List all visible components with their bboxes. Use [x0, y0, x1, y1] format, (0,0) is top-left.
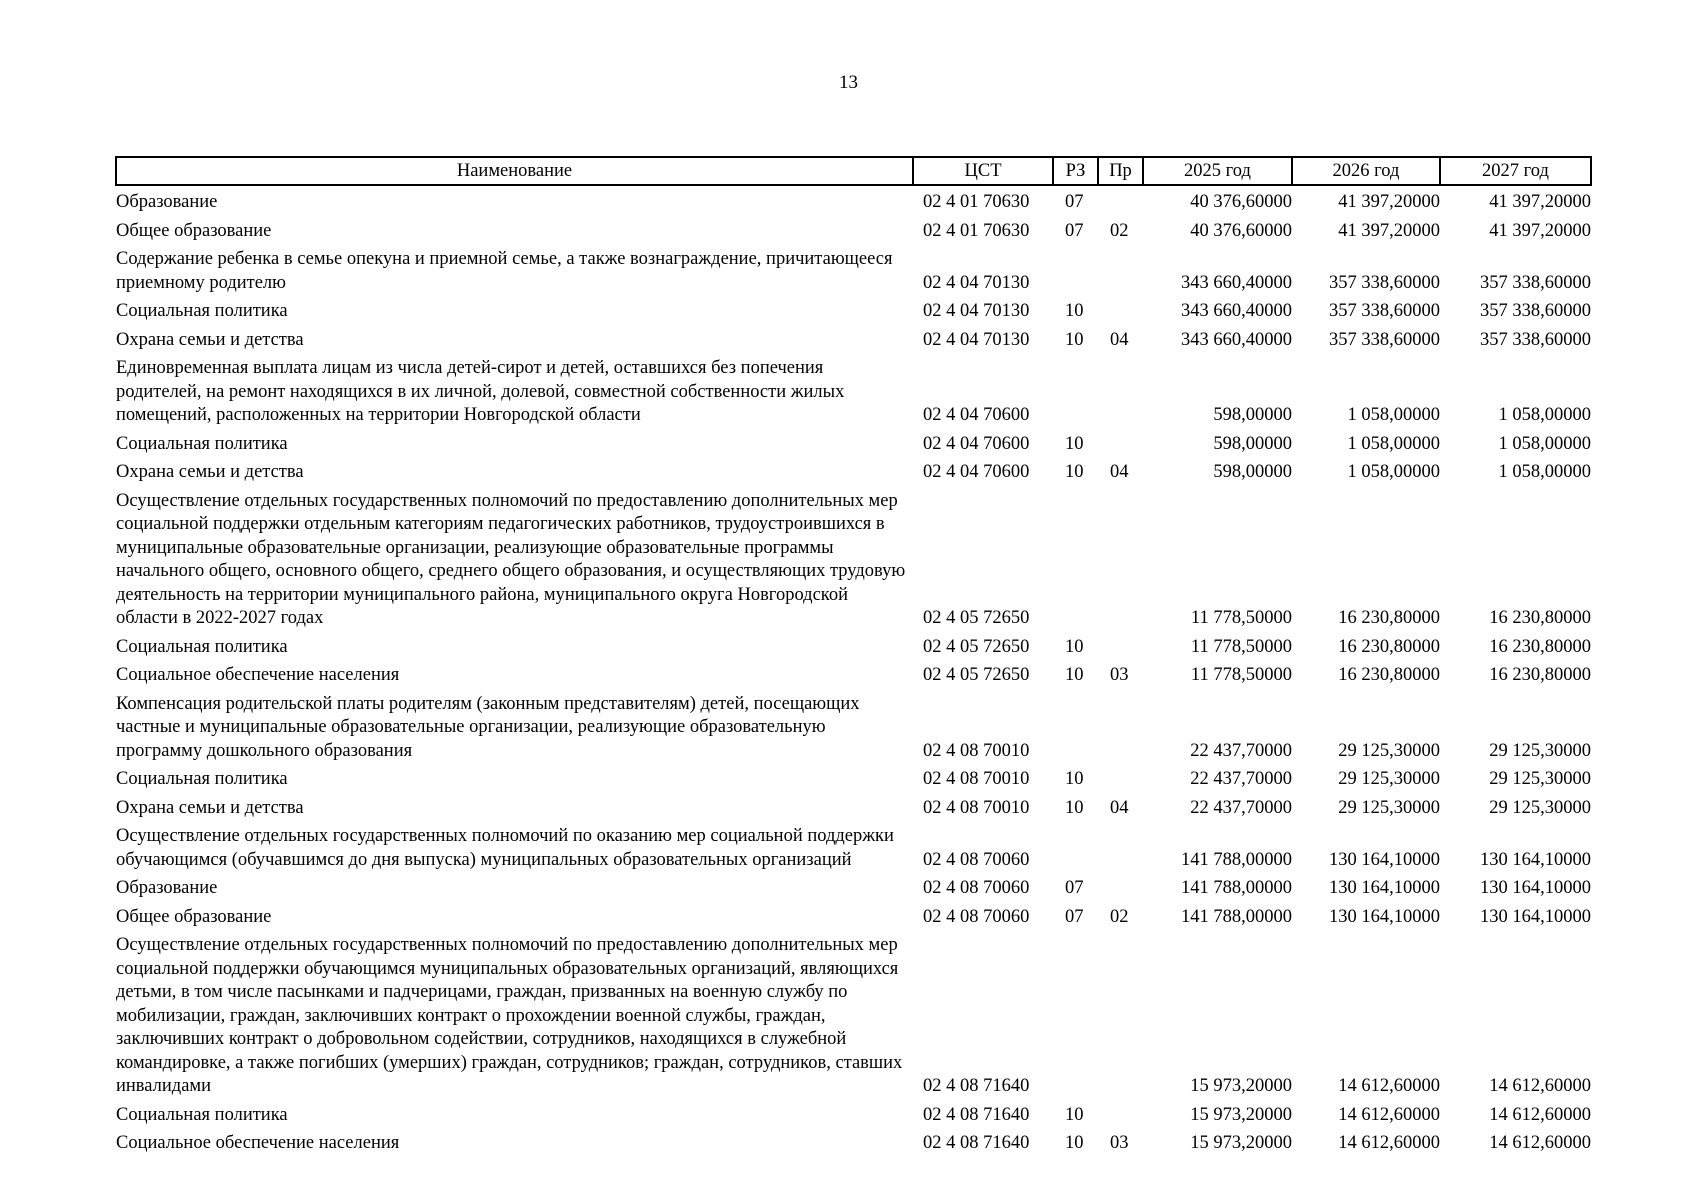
row-2025: 22 437,70000	[1190, 769, 1292, 789]
row-rz	[1053, 929, 1098, 1099]
row-2025: 40 376,60000	[1190, 220, 1292, 241]
row-name: Охрана семьи и детства	[116, 462, 304, 482]
row-2026: 29 125,30000	[1338, 797, 1440, 818]
row-2026: 1 058,00000	[1347, 433, 1440, 454]
row-rz: 10	[1065, 1133, 1084, 1153]
row-name: Охрана семьи и детства	[116, 329, 304, 350]
table-row	[116, 901, 1591, 930]
row-rz	[1053, 688, 1098, 764]
row-2025: 15 973,20000	[1190, 1104, 1292, 1125]
row-name: Охрана семьи и детства	[116, 797, 304, 818]
header-2027: 2027 год	[1440, 157, 1591, 185]
row-cst: 02 4 08 71640	[923, 1133, 1030, 1153]
row-pr	[1098, 631, 1143, 660]
row-pr	[1098, 820, 1143, 872]
row-cst: 02 4 04 70130	[923, 272, 1030, 293]
row-name: Социальная политика	[116, 1104, 288, 1125]
row-2026: 14 612,60000	[1338, 1133, 1440, 1153]
row-2025: 15 973,20000	[1190, 1133, 1292, 1153]
row-pr: 02	[1110, 906, 1129, 927]
row-name: Социальная политика	[116, 433, 288, 454]
row-2026: 29 125,30000	[1338, 769, 1440, 789]
row-pr: 04	[1110, 797, 1129, 818]
row-2025: 22 437,70000	[1190, 797, 1292, 818]
row-pr: 03	[1110, 1133, 1129, 1153]
row-pr	[1098, 929, 1143, 1099]
header-pr: Пр	[1098, 157, 1143, 185]
row-rz: 07	[1065, 906, 1084, 927]
table-row	[116, 820, 1591, 872]
row-2025: 11 778,50000	[1190, 636, 1292, 657]
row-name: Содержание ребенка в семье опекуна и приемной семье, а также вознаграждение, причитающееся приемному родителю	[116, 249, 893, 293]
row-2025: 15 973,20000	[1190, 1076, 1292, 1096]
row-name: Социальное обеспечение населения	[116, 665, 400, 685]
row-2027: 1 058,00000	[1498, 405, 1591, 425]
row-cst: 02 4 08 70060	[923, 849, 1030, 870]
row-rz: 07	[1065, 192, 1084, 212]
row-cst: 02 4 08 70010	[923, 797, 1030, 818]
row-pr	[1098, 295, 1143, 324]
row-name: Компенсация родительской платы родителям (законным представителям) детей, посещающих частные и муниципальные образовательные организации, реализующие образовательную программу дошкольного образования	[116, 693, 860, 761]
row-rz: 10	[1065, 301, 1084, 321]
row-2025: 11 778,50000	[1190, 608, 1292, 628]
row-rz: 07	[1065, 220, 1084, 241]
table-row	[116, 352, 1591, 428]
table-header	[116, 157, 1591, 185]
row-cst: 02 4 08 70060	[923, 878, 1030, 898]
row-name: Социальная политика	[116, 769, 288, 789]
row-pr: 04	[1110, 329, 1129, 350]
row-2027: 29 125,30000	[1489, 769, 1591, 789]
row-pr	[1098, 243, 1143, 295]
row-rz: 10	[1065, 1104, 1084, 1125]
row-2026: 130 164,10000	[1329, 849, 1440, 870]
row-rz	[1053, 485, 1098, 631]
row-2025: 141 788,00000	[1181, 878, 1292, 898]
header-cst: ЦСТ	[913, 157, 1053, 185]
row-2027: 14 612,60000	[1489, 1133, 1591, 1153]
page-number: 13	[839, 72, 858, 93]
table-row	[116, 792, 1591, 821]
row-rz: 10	[1065, 433, 1084, 454]
table-row	[116, 872, 1591, 901]
row-2025: 598,00000	[1213, 405, 1292, 425]
row-cst: 02 4 05 72650	[923, 665, 1030, 685]
row-2027: 1 058,00000	[1498, 462, 1591, 482]
row-cst: 02 4 01 70630	[923, 220, 1030, 241]
header-name: Наименование	[116, 157, 913, 185]
row-name: Социальная политика	[116, 301, 288, 321]
row-cst: 02 4 04 70130	[923, 301, 1030, 321]
row-pr	[1098, 688, 1143, 764]
table-row	[116, 185, 1591, 215]
row-cst: 02 4 08 70010	[923, 740, 1030, 761]
row-2026: 14 612,60000	[1338, 1076, 1440, 1096]
table-row	[116, 688, 1591, 764]
table-row	[116, 295, 1591, 324]
row-cst: 02 4 04 70130	[923, 329, 1030, 350]
row-name: Общее образование	[116, 220, 272, 241]
row-2027: 1 058,00000	[1498, 433, 1591, 454]
row-name: Общее образование	[116, 906, 272, 927]
row-2026: 29 125,30000	[1338, 740, 1440, 761]
row-rz: 10	[1065, 797, 1084, 818]
row-2025: 141 788,00000	[1181, 906, 1292, 927]
row-cst: 02 4 08 70060	[923, 906, 1030, 927]
row-2026: 1 058,00000	[1347, 405, 1440, 425]
row-2025: 141 788,00000	[1181, 849, 1292, 870]
row-2026: 357 338,60000	[1329, 301, 1440, 321]
row-2026: 130 164,10000	[1329, 878, 1440, 898]
row-2026: 14 612,60000	[1338, 1104, 1440, 1125]
row-2027: 41 397,20000	[1489, 192, 1591, 212]
row-pr	[1098, 185, 1143, 215]
row-2027: 130 164,10000	[1480, 906, 1591, 927]
table-row	[116, 243, 1591, 295]
row-2027: 16 230,80000	[1489, 608, 1591, 628]
row-2027: 357 338,60000	[1480, 272, 1591, 293]
row-2027: 130 164,10000	[1480, 878, 1591, 898]
budget-table	[115, 156, 1592, 1156]
row-rz: 10	[1065, 462, 1084, 482]
row-name: Образование	[116, 878, 218, 898]
row-rz: 10	[1065, 769, 1084, 789]
row-cst: 02 4 04 70600	[923, 462, 1030, 482]
row-pr: 02	[1110, 220, 1129, 241]
row-2027: 14 612,60000	[1489, 1076, 1591, 1096]
table-row	[116, 1127, 1591, 1156]
row-2025: 22 437,70000	[1190, 740, 1292, 761]
row-2025: 11 778,50000	[1190, 665, 1292, 685]
row-2027: 14 612,60000	[1489, 1104, 1591, 1125]
row-pr: 04	[1110, 462, 1129, 482]
table-row	[116, 215, 1591, 244]
row-pr	[1098, 1099, 1143, 1128]
row-rz: 07	[1065, 878, 1084, 898]
row-2026: 357 338,60000	[1329, 329, 1440, 350]
table-row	[116, 929, 1591, 1099]
row-cst: 02 4 04 70600	[923, 405, 1030, 425]
table-row	[116, 763, 1591, 792]
row-2027: 357 338,60000	[1480, 329, 1591, 350]
row-2025: 598,00000	[1213, 462, 1292, 482]
row-rz	[1053, 243, 1098, 295]
header-rz: РЗ	[1053, 157, 1098, 185]
row-2027: 16 230,80000	[1489, 636, 1591, 657]
row-2025: 343 660,40000	[1181, 329, 1292, 350]
row-name: Социальное обеспечение населения	[116, 1133, 400, 1153]
row-rz	[1053, 352, 1098, 428]
row-pr	[1098, 485, 1143, 631]
row-2027: 41 397,20000	[1489, 220, 1591, 241]
row-cst: 02 4 01 70630	[923, 192, 1030, 212]
row-2027: 16 230,80000	[1489, 665, 1591, 685]
row-2026: 357 338,60000	[1329, 272, 1440, 293]
row-2026: 16 230,80000	[1338, 608, 1440, 628]
row-2025: 598,00000	[1213, 433, 1292, 454]
header-2025: 2025 год	[1143, 157, 1292, 185]
row-cst: 02 4 04 70600	[923, 433, 1030, 454]
table-row	[116, 1099, 1591, 1128]
row-cst: 02 4 08 71640	[923, 1104, 1030, 1125]
row-cst: 02 4 05 72650	[923, 608, 1030, 628]
table-row	[116, 428, 1591, 457]
row-2025: 40 376,60000	[1190, 192, 1292, 212]
table-row	[116, 456, 1591, 485]
row-2026: 16 230,80000	[1338, 665, 1440, 685]
row-name: Образование	[116, 192, 218, 212]
row-2026: 41 397,20000	[1338, 192, 1440, 212]
row-2025: 343 660,40000	[1181, 301, 1292, 321]
row-name: Осуществление отдельных государственных полномочий по предоставлению дополнительных мер социальной поддержки обучающимся муниципальных образовательных организаций, являющихся детьми, в том числе пасынками и падчерицами, граждан, призванных на военную службу по мобилизации, граждан, заключивших контракт о прохождении военной службы, граждан, заключивших контракт о добровольном содействии, сотрудников, находящихся в служебной командировке, а также погибших (умерших) граждан, сотрудников; граждан, сотрудников, ставших инвалидами	[116, 935, 903, 1096]
row-pr	[1098, 428, 1143, 457]
row-2026: 41 397,20000	[1338, 220, 1440, 241]
row-cst: 02 4 08 70010	[923, 769, 1030, 789]
row-2027: 29 125,30000	[1489, 740, 1591, 761]
table-row	[116, 659, 1591, 688]
header-2026: 2026 год	[1292, 157, 1440, 185]
row-cst: 02 4 08 71640	[923, 1076, 1030, 1096]
row-rz: 10	[1065, 665, 1084, 685]
table-row	[116, 485, 1591, 631]
table-body	[116, 185, 1591, 1156]
row-2025: 343 660,40000	[1181, 272, 1292, 293]
row-2027: 29 125,30000	[1489, 797, 1591, 818]
row-2026: 130 164,10000	[1329, 906, 1440, 927]
row-name: Социальная политика	[116, 636, 288, 657]
row-2027: 357 338,60000	[1480, 301, 1591, 321]
row-name: Осуществление отдельных государственных полномочий по предоставлению дополнительных мер социальной поддержки отдельным категориям педагогических работников, трудоустроившихся в муниципальные образовательные организации, реализующие образовательные программы начального общего, основного общего, среднего общего образования, и осуществляющих трудовую деятельность на территории муниципального района, муниципального округа Новгородской области в 2022-2027 годах	[116, 490, 906, 628]
table-row	[116, 324, 1591, 353]
row-pr	[1098, 352, 1143, 428]
row-name: Осуществление отдельных государственных полномочий по оказанию мер социальной поддержки обучающимся (обучавшимся до дня выпуска) муниципальных образовательных организаций	[116, 826, 894, 870]
row-cst: 02 4 05 72650	[923, 636, 1030, 657]
row-2026: 16 230,80000	[1338, 636, 1440, 657]
row-pr	[1098, 763, 1143, 792]
row-2026: 1 058,00000	[1347, 462, 1440, 482]
row-pr	[1098, 872, 1143, 901]
row-rz: 10	[1065, 636, 1084, 657]
row-name: Единовременная выплата лицам из числа детей-сирот и детей, оставшихся без попечения родителей, на ремонт находящихся в их личной, долевой, совместной собственности жилых помещений, расположенных на территории Новгородской области	[116, 358, 845, 425]
row-pr: 03	[1110, 665, 1129, 685]
row-2027: 130 164,10000	[1480, 849, 1591, 870]
row-rz: 10	[1065, 329, 1084, 350]
table-row	[116, 631, 1591, 660]
row-rz	[1053, 820, 1098, 872]
